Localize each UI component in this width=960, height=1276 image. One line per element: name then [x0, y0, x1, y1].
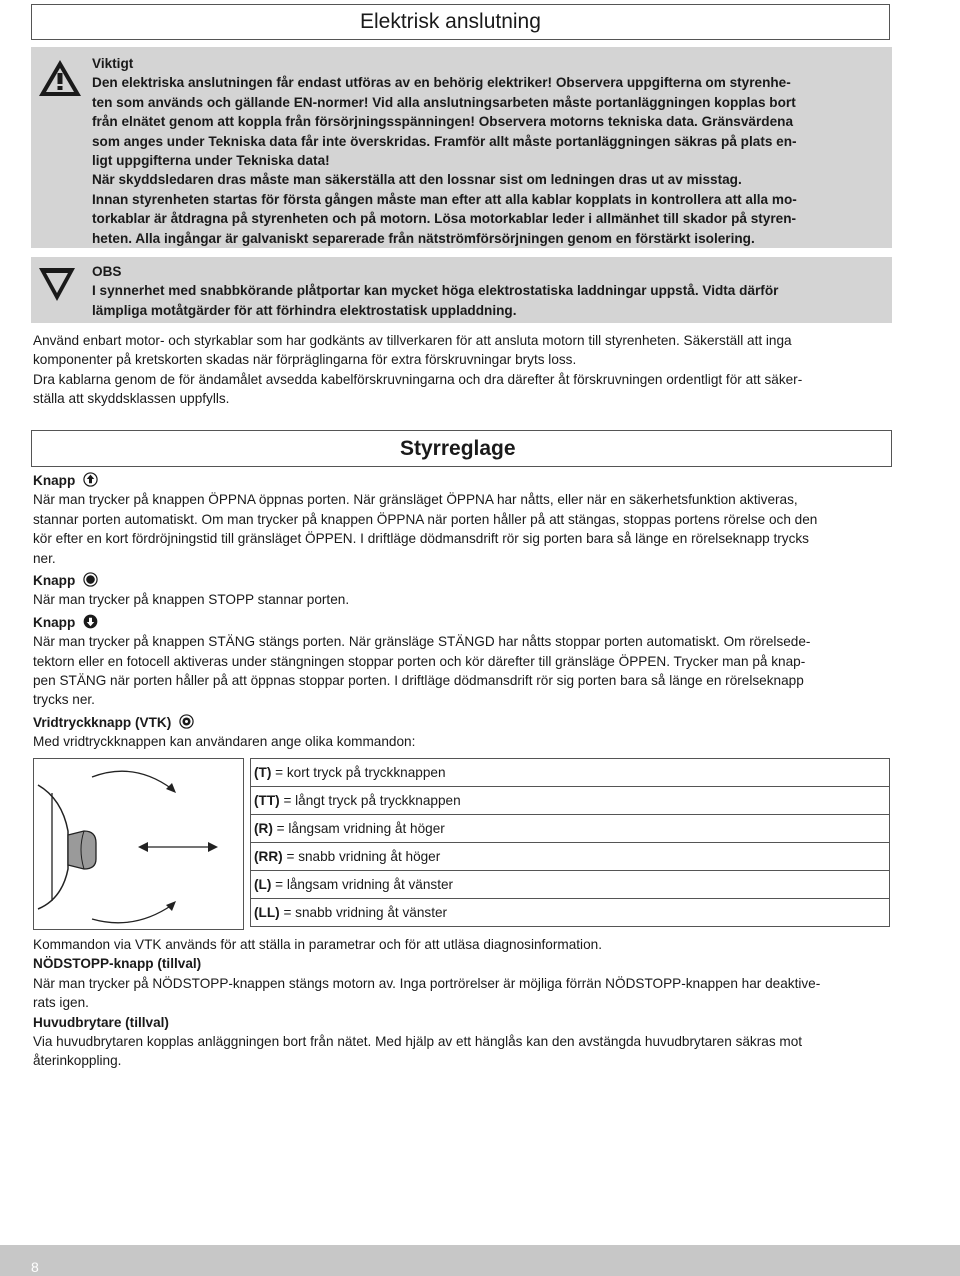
rotary-knob-diagram: [33, 758, 244, 930]
command-row: [251, 899, 890, 927]
vtk-heading: [33, 713, 890, 732]
command-text: = långt tryck på tryckknappen: [279, 793, 461, 808]
command-row: [251, 871, 890, 899]
command-row: [251, 843, 890, 871]
obs-line: I synnerhet med snabbkörande plåtportar kan mycket höga elektrostatiska laddningar uppstå. Vidta därför: [92, 283, 779, 299]
warning-triangle-icon: [37, 57, 83, 99]
command-text: = snabb vridning åt höger: [282, 849, 441, 864]
vtk-label: Vridtryckknapp (VTK): [33, 714, 172, 730]
stop-button-line: När man trycker på knappen STOPP stannar porten.: [33, 592, 350, 608]
command-row: [251, 815, 890, 843]
close-button-label: Knapp: [33, 614, 76, 630]
stop-button-heading: [33, 571, 890, 590]
page-header: [31, 4, 890, 40]
intro-paragraph: [33, 331, 890, 409]
command-code: (L): [254, 877, 272, 892]
warning-line: När skyddsledaren dras måste man säkerställa att den lossnar sist om ledningen dras ut av misstag.: [92, 172, 742, 188]
command-row: [251, 759, 890, 787]
emergency-heading: NÖDSTOPP-knapp (tillval): [33, 956, 202, 972]
open-button-line: kör efter en kort fördröjningstid till gränsläget ÖPPEN. I driftläge dödmansdrift rör sig porten bara så länge en rörelseknapp trycks: [33, 531, 809, 547]
intro-line: ställa att skyddsklassen uppfylls.: [33, 391, 230, 407]
close-button-line: När man trycker på knappen STÄNG stängs porten. När gränsläge STÄNGD har nåtts stoppar porten automatiskt. Om rörelsede-: [33, 634, 811, 650]
command-text: = långsam vridning åt vänster: [271, 877, 454, 892]
command-cell: [251, 843, 890, 871]
warning-line: torkablar är åtdragna på styrenheten och på motorn. Lösa motorkablar leder i allmänhet till skador på styren-: [92, 211, 797, 227]
section-header: [31, 430, 892, 467]
command-text: = långsam vridning åt höger: [272, 821, 445, 836]
intro-line: Använd enbart motor- och styrkablar som har godkänts av tillverkaren för att ansluta motorn till styrenheten. Säkerställ att inga: [33, 333, 792, 348]
emergency-line: När man trycker på NÖDSTOPP-knappen stängs motorn av. Inga portrörelser är möjliga förrän NÖDSTOPP-knappen har deaktive-: [33, 975, 821, 991]
page-number: 8: [31, 1259, 39, 1275]
stop-button-label: Knapp: [33, 573, 76, 589]
obs-box: [31, 257, 892, 323]
close-arrow-down-icon: [83, 614, 98, 629]
command-table: [250, 758, 890, 927]
footer-bar: [0, 1245, 960, 1276]
command-cell: [251, 871, 890, 899]
command-text: = kort tryck på tryckknappen: [271, 765, 446, 780]
command-code: (LL): [254, 905, 280, 920]
warning-line: Den elektriska anslutningen får endast utföras av en behörig elektriker! Observera uppgifterna om styrenhe-: [92, 75, 791, 91]
warning-line: ligt uppgifterna under Tekniska data!: [92, 153, 330, 169]
intro-line: Dra kablarna genom de för ändamålet avsedda kabelförskruvningarna och dra därefter åt förskruvningen ordentligt för att säker-: [33, 371, 803, 387]
main-switch-line: Via huvudbrytaren kopplas anläggningen bort från nätet. Med hjälp av ett hänglås kan den avstängda huvudbrytaren säkras mot: [33, 1034, 803, 1050]
obs-text: [92, 262, 884, 320]
command-code: (RR): [254, 849, 283, 864]
open-button-line: När man trycker på knappen ÖPPNA öppnas porten. När gränsläget ÖPPNA har nåtts, eller när en säkerhetsfunktion aktiveras,: [33, 492, 798, 508]
warning-line: heten. Alla ingångar är galvaniskt separerade från nätströmförsörjningen genom en förstärkt isolering.: [92, 230, 755, 246]
controls-section: [33, 471, 890, 752]
close-button-line: trycks ner.: [33, 692, 95, 708]
attention-triangle-down-icon: [37, 265, 77, 303]
command-code: (R): [254, 821, 273, 836]
intro-line: komponenter på kretskorten skadas när förpräglingarna för extra förskruvningar bryts loss.: [33, 352, 577, 368]
command-cell: [251, 815, 890, 843]
warning-box: [31, 47, 892, 248]
vtk-line: Med vridtryckknappen kan användaren ange olika kommandon:: [33, 734, 416, 750]
warning-line: som anges under Tekniska data får inte överskridas. Framför allt måste portanläggningen säkras på plats en-: [92, 133, 797, 149]
warning-text: [92, 54, 884, 248]
rotary-knob-illustration-icon: [34, 759, 243, 929]
command-cell: [251, 899, 890, 927]
stop-circle-icon: [83, 572, 98, 587]
command-cell: [251, 787, 890, 815]
main-switch-heading: Huvudbrytare (tillval): [33, 1014, 169, 1030]
open-button-line: ner.: [33, 550, 56, 566]
open-arrow-up-icon: [83, 472, 98, 487]
warning-line: från elnätet genom att koppla från försörjningsspänningen! Observera motorns tekniska data. Gränsvärdena: [92, 114, 794, 130]
close-button-line: pen STÄNG när porten håller på att öppnas stoppar porten. I driftläge dödmansdrift rör sig porten bara så länge en rörelseknapp: [33, 673, 804, 689]
close-button-line: tektorn eller en fotocell aktiveras under stängningen stoppar porten och kör därefter till gränsläge ÖPPEN. Trycker man på knap-: [33, 653, 806, 669]
closing-section: [33, 935, 890, 1071]
command-cell: [251, 759, 890, 787]
obs-heading: OBS: [92, 264, 122, 279]
warning-line: ten som används och gällande EN-normer! Vid alla anslutningsarbeten måste portanläggningen kopplas bort: [92, 94, 796, 110]
close-button-heading: [33, 613, 890, 632]
vtk-after-line: Kommandon via VTK används för att ställa in parametrar och för att utläsa diagnosinformation.: [33, 937, 602, 952]
command-code: (TT): [254, 793, 280, 808]
page-title: Elektrisk anslutning: [360, 10, 541, 33]
open-button-line: stannar porten automatiskt. Om man trycker på knappen ÖPPNA när porten håller på att stängas, stoppas portens rörelse och den: [33, 511, 818, 527]
warning-heading: Viktigt: [92, 56, 134, 71]
obs-line: lämpliga motåtgärder för att förhindra elektrostatisk uppladdning.: [92, 302, 517, 318]
rotary-knob-icon: [179, 714, 194, 729]
open-button-heading: [33, 471, 890, 490]
command-text: = snabb vridning åt vänster: [279, 905, 448, 920]
open-button-label: Knapp: [33, 473, 76, 488]
emergency-line: rats igen.: [33, 995, 89, 1011]
main-switch-line: återinkoppling.: [33, 1053, 122, 1069]
warning-line: Innan styrenheten startas för första gången måste man efter att alla kablar kopplats in kontrollera att alla mo-: [92, 191, 797, 207]
section-title: Styrreglage: [400, 437, 516, 460]
command-code: (T): [254, 765, 272, 780]
command-row: [251, 787, 890, 815]
